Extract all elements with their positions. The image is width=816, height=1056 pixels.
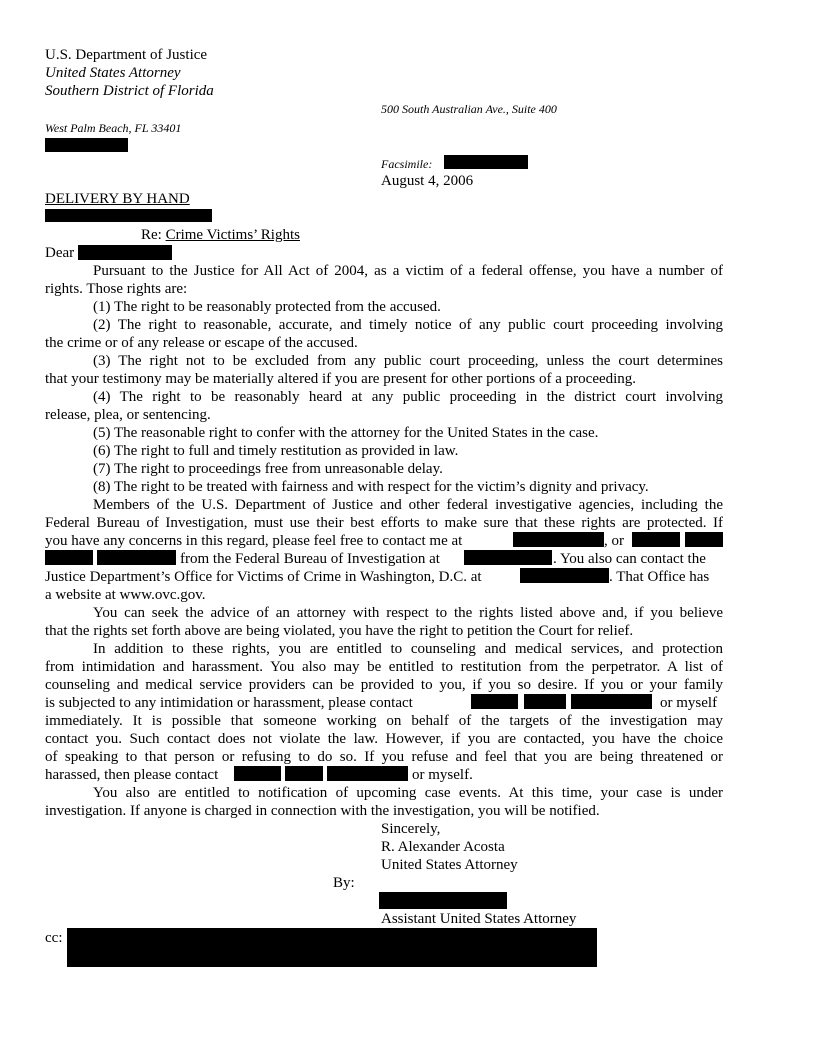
- ausa-title: Assistant United States Attorney: [381, 911, 577, 927]
- redaction-name: [685, 532, 723, 547]
- body-line: You can seek the advice of an attorney with respect to the rights listed above and, if you believe: [93, 605, 723, 621]
- right-2-cont: the crime or of any release or escape of the accused.: [45, 335, 358, 351]
- by-label: By:: [333, 875, 355, 891]
- re-label: Re:: [141, 227, 162, 243]
- signer-name: R. Alexander Acosta: [381, 839, 505, 855]
- body-line: or myself: [660, 695, 718, 711]
- body-line: Pursuant to the Justice for All Act of 2004, as a victim of a federal offense, you have a number of: [93, 263, 723, 279]
- cc-label: cc:: [45, 930, 63, 946]
- body-line: Members of the U.S. Department of Justice and other federal investigative agencies, including the: [93, 497, 723, 513]
- signer-title: United States Attorney: [381, 857, 518, 873]
- right-6: (6) The right to full and timely restitution as provided in law.: [93, 443, 459, 459]
- redaction-name: [632, 532, 680, 547]
- delivery-note: DELIVERY BY HAND: [45, 191, 190, 207]
- redaction-signature: [379, 892, 507, 909]
- redaction-name: [97, 550, 176, 565]
- dept-name: U.S. Department of Justice: [45, 47, 208, 63]
- city-address: West Palm Beach, FL 33401: [45, 121, 182, 135]
- body-line: counseling and medical service providers can be provided to you, if you so desire. If you or your family: [45, 677, 723, 693]
- body-line: , or: [604, 533, 624, 549]
- redaction-name: [524, 694, 566, 709]
- body-line: or myself.: [412, 767, 473, 783]
- right-3: (3) The right not to be excluded from any public court proceeding, unless the court determines: [93, 353, 723, 369]
- body-line: you have any concerns in this regard, please feel free to contact me at: [45, 533, 463, 549]
- fax-label: Facsimile:: [381, 157, 433, 171]
- redaction-name: [327, 766, 408, 781]
- redaction-name: [285, 766, 323, 781]
- body-line: In addition to these rights, you are entitled to counseling and medical services, and protection: [93, 641, 723, 657]
- body-line: from intimidation and harassment. You also may be entitled to restitution from the perpetrator. A list of: [45, 659, 723, 675]
- right-4: (4) The right to be reasonably heard at any public proceeding in the district court involving: [93, 389, 723, 405]
- right-3-cont: that your testimony may be materially altered if you are present for other portions of a proceeding.: [45, 371, 637, 387]
- body-line: that the rights set forth above are being violated, you have the right to petition the Court for relief.: [45, 623, 634, 639]
- body-line: rights. Those rights are:: [45, 281, 188, 297]
- right-8: (8) The right to be treated with fairness and with respect for the victim’s dignity and privacy.: [93, 479, 649, 495]
- redaction-phone: [520, 568, 609, 583]
- redaction-addressee: [45, 209, 212, 222]
- redaction-name: [571, 694, 652, 709]
- redaction-name: [78, 245, 172, 260]
- redaction-phone: [513, 532, 604, 547]
- salutation-text: Dear: [45, 245, 75, 261]
- body-line: a website at www.ovc.gov.: [45, 587, 206, 603]
- closing-sincerely: Sincerely,: [381, 821, 441, 837]
- body-line: immediately. It is possible that someone working on behalf of the targets of the investigation may: [45, 713, 723, 729]
- right-2: (2) The right to reasonable, accurate, and timely notice of any public court proceeding involving: [93, 317, 723, 333]
- redaction-name: [45, 550, 93, 565]
- right-4-cont: release, plea, or sentencing.: [45, 407, 211, 423]
- body-line: Justice Department’s Office for Victims of Crime in Washington, D.C. at: [45, 569, 482, 585]
- office-name: United States Attorney: [45, 65, 181, 81]
- right-1: (1) The right to be reasonably protected from the accused.: [93, 299, 441, 315]
- body-line: is subjected to any intimidation or harassment, please contact: [45, 695, 413, 711]
- redaction-name: [234, 766, 281, 781]
- body-line: investigation. If anyone is charged in connection with the investigation, you will be notified.: [45, 803, 600, 819]
- right-5: (5) The reasonable right to confer with the attorney for the United States in the case.: [93, 425, 599, 441]
- redaction-phone: [464, 550, 552, 565]
- body-line: Federal Bureau of Investigation, must use their best efforts to make sure that these rights are protected. If: [45, 515, 723, 531]
- body-line: You also are entitled to notification of upcoming case events. At this time, your case is under: [93, 785, 723, 801]
- redaction-fax: [444, 155, 528, 169]
- redaction-cc-list: [67, 928, 597, 967]
- salutation: [45, 244, 172, 262]
- re-line: [141, 226, 300, 244]
- body-line: harassed, then please contact: [45, 767, 219, 783]
- district-name: Southern District of Florida: [45, 83, 214, 99]
- body-line: from the Federal Bureau of Investigation at: [180, 551, 440, 567]
- letter-date: August 4, 2006: [381, 173, 474, 189]
- body-line: . You also can contact the: [553, 551, 706, 567]
- body-line: . That Office has: [609, 569, 710, 585]
- re-subject: Crime Victims’ Rights: [165, 227, 300, 243]
- redaction-phone: [45, 138, 128, 152]
- body-line: contact you. Such contact does not violate the law. However, if you are contacted, you have the choice: [45, 731, 723, 747]
- right-7: (7) The right to proceedings free from unreasonable delay.: [93, 461, 443, 477]
- street-address: 500 South Australian Ave., Suite 400: [381, 102, 557, 116]
- redaction-name: [471, 694, 518, 709]
- body-line: of speaking to that person or refusing to do so. If you refuse and feel that you are being threatened or: [45, 749, 723, 765]
